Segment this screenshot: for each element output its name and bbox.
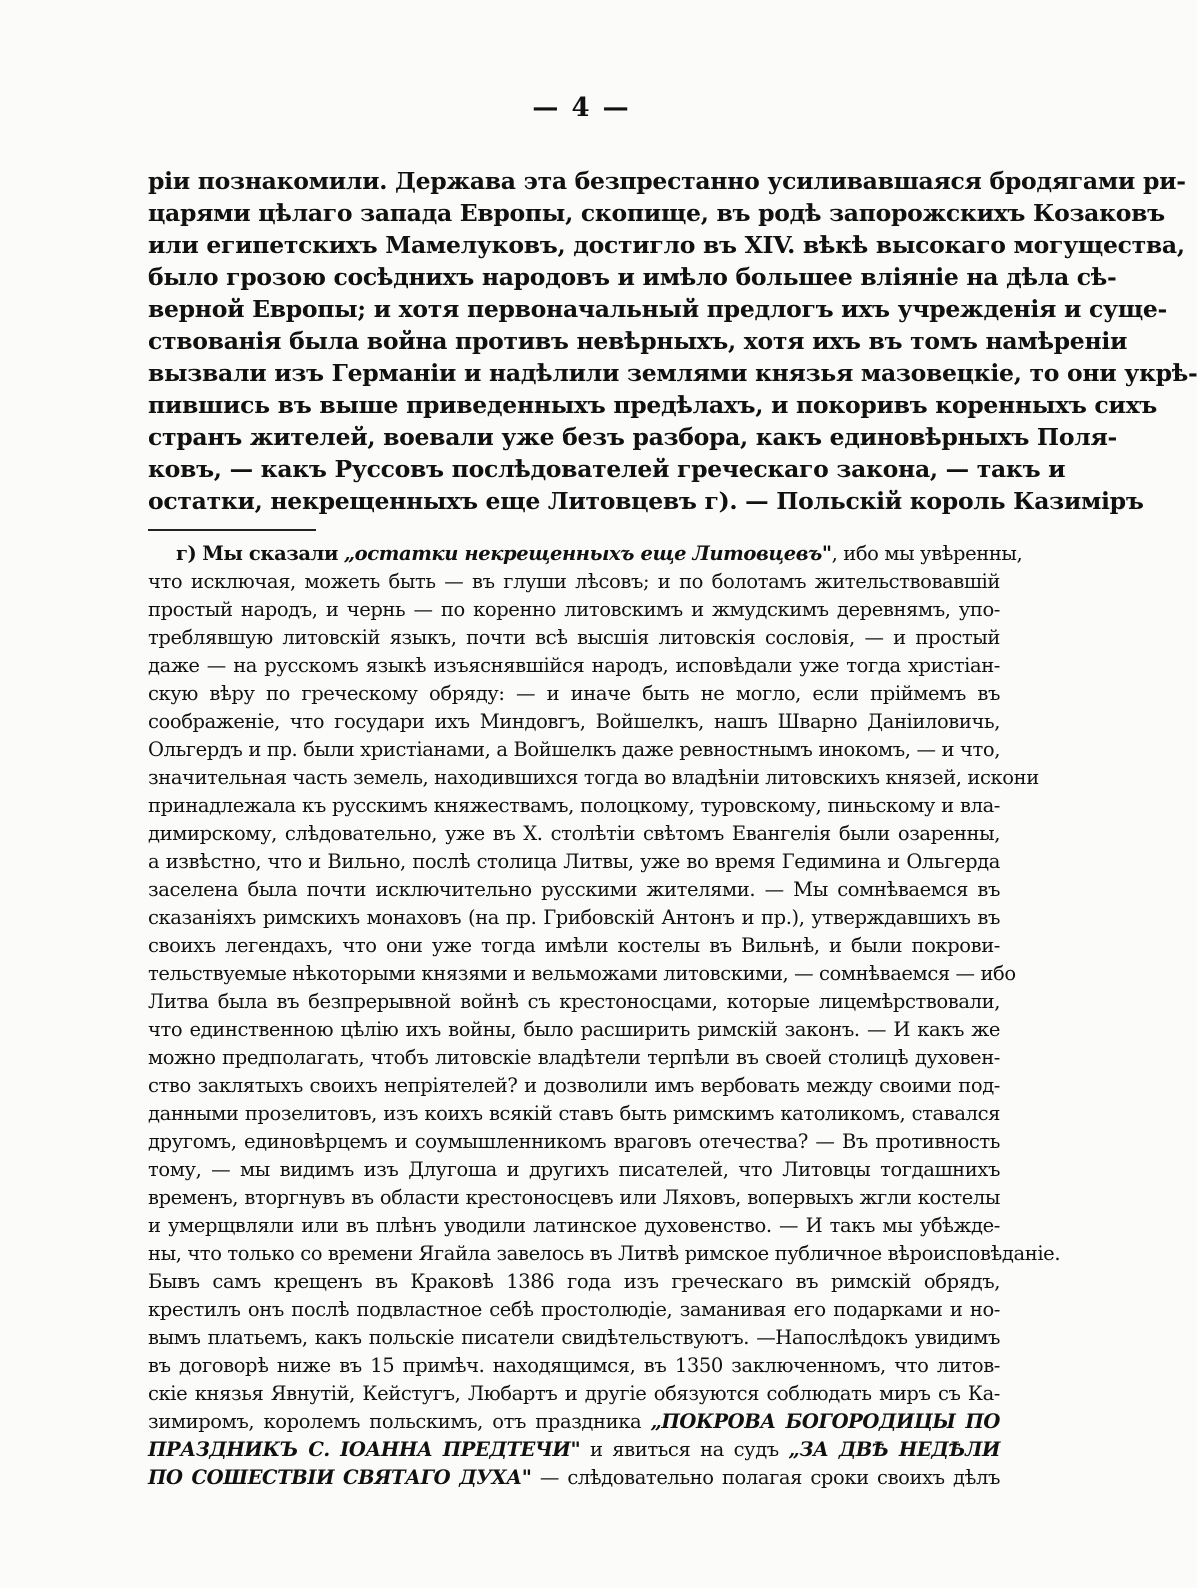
text-line: пившись въ выше приведенныхъ предѣлахъ, и покоривъ коренныхъ сихъ xyxy=(148,391,1158,419)
footnote-line-mixed xyxy=(148,1408,1000,1436)
footnote-line: скую вѣру по греческому обряду: — и иначе быть не могло, если пріймемъ въ xyxy=(148,682,1000,705)
footnote-mid-text: и явиться на судъ xyxy=(589,1438,779,1461)
footnote-quote-feast-cont: ПРАЗДНИКЪ С. ІОАННА ПРЕДТЕЧИ" xyxy=(148,1438,581,1461)
footnote-line: тому, — мы видимъ изъ Длугоша и другихъ писателей, что Литовцы тогдашнихъ xyxy=(148,1158,1000,1181)
footnote-line: ство заклятыхъ своихъ непріятелей? и дозволили имъ вербовать между своими под- xyxy=(148,1074,1000,1097)
footnote-line: вымъ платьемъ, какъ польскіе писатели свидѣтельствуютъ. —Напослѣдокъ увидимъ xyxy=(148,1326,1000,1349)
footnote-line: даже — на русскомъ языкѣ изъяснявшійся народъ, исповѣдали уже тогда христіан- xyxy=(148,654,1000,677)
footnote-line: Ольгердъ и пр. были христіанами, а Войшелкъ даже ревностнымъ инокомъ, — и что, xyxy=(148,738,1000,761)
footnote-line-mixed xyxy=(148,1436,1000,1464)
footnote-line-mixed xyxy=(148,1464,1000,1492)
text-line: ковъ, — какъ Руссовъ послѣдователей греческаго закона, — такъ и xyxy=(148,455,1066,483)
text-line: было грозою сосѣднихъ народовъ и имѣло большее вліяніе на дѣла сѣ- xyxy=(148,263,1117,291)
text-line: остатки, некрещенныхъ еще Литовцевъ г). — Польскій король Казиміръ xyxy=(148,487,1144,515)
footnote-separator xyxy=(148,529,316,531)
page-number: — 4 — xyxy=(532,93,631,123)
footnote-line: скіе князья Явнутій, Кейстугъ, Любартъ и другіе обязуются соблюдать миръ съ Ка- xyxy=(148,1382,1000,1405)
footnote-line: данными прозелитовъ, изъ коихъ всякій ставъ быть римскимъ католикомъ, ставался xyxy=(148,1102,1000,1125)
footnote-line: соображеніе, что государи ихъ Миндовгъ, Войшелкъ, нашъ Шварно Даніиловичь, xyxy=(148,710,1000,733)
text-line: странъ жителей, воевали уже безъ разбора, какъ единовѣрныхъ Поля- xyxy=(148,423,1117,451)
footnote-line: Бывъ самъ крещенъ въ Краковѣ 1386 года изъ греческаго въ римскій обрядъ, xyxy=(148,1270,1000,1293)
footnote-line: въ договорѣ ниже въ 15 примѣч. находящимся, въ 1350 заключенномъ, что литов- xyxy=(148,1354,1000,1377)
footnote-quote: „остатки некрещенныхъ еще Литовцевъ" xyxy=(343,542,832,565)
text-line: ріи познакомили. Держава эта безпрестанно усиливавшаяся бродягами ри- xyxy=(148,167,1186,195)
footnote-line: другомъ, единовѣрцемъ и соумышленникомъ враговъ отечества? — Въ противность xyxy=(148,1130,1000,1153)
text-line: ствованія была война противъ невѣрныхъ, хотя ихъ въ томъ намѣреніи xyxy=(148,327,1128,355)
footnote-line: что единственною цѣлію ихъ войны, было расширить римскій законъ. — И какъ же xyxy=(148,1018,1000,1041)
footnote-marker: г) xyxy=(176,542,197,565)
footnote-line: ны, что только со времени Ягайла завелось въ Литвѣ римское публичное вѣроисповѣданіе. xyxy=(148,1242,1061,1265)
footnote-line: тельствуемые нѣкоторыми князями и вельможами литовскими, — сомнѣваемся — ибо xyxy=(148,962,1016,985)
footnote-line: временъ, вторгнувъ въ области крестоносцевъ или Ляховъ, вопервыхъ жгли костелы xyxy=(148,1186,1000,1209)
footnote-line: крестилъ онъ послѣ подвластное себѣ простолюдіе, заманивая его подарками и но- xyxy=(148,1298,1000,1321)
footnote-line: димирскому, слѣдовательно, уже въ X. столѣтіи свѣтомъ Евангелія были озаренны, xyxy=(148,822,1000,845)
footnote-quote-weeks-cont: ПО СОШЕСТВІИ СВЯТАГО ДУХА" xyxy=(148,1466,532,1489)
footnote-line: простый народъ, и чернь — по коренно литовскимъ и жмудскимъ деревнямъ, упо- xyxy=(148,598,1000,621)
footnote-line: и умерщвляли или въ плѣнъ уводили латинское духовенство. — И такъ мы убѣжде- xyxy=(148,1214,1000,1237)
footnote-line-text: зимиромъ, королемъ польскимъ, отъ праздника xyxy=(148,1410,642,1433)
footnote-line: что исключая, можеть быть — въ глуши лѣсовъ; и по болотамъ жительствовавшій xyxy=(148,570,1000,593)
text-line: вызвали изъ Германіи и надѣлили землями князья мазовецкіе, то они укрѣ- xyxy=(148,359,1197,387)
footnote-line: своихъ легендахъ, что они уже тогда имѣли костелы въ Вильнѣ, и были покрови- xyxy=(148,934,1000,957)
footnote-line: треблявшую литовскій языкъ, почти всѣ высшія литовскія сословія, — и простый xyxy=(148,626,1000,649)
text-line: или египетскихъ Мамелуковъ, достигло въ XIV. вѣкѣ высокаго могущества, xyxy=(148,231,1185,259)
footnote-line: принадлежала къ русскимъ княжествамъ, полоцкому, туровскому, пиньскому и вла- xyxy=(148,794,1000,817)
footnote-first-rest: , ибо мы увѣренны, xyxy=(831,542,1023,565)
footnote-line: а извѣстно, что и Вильно, послѣ столица Литвы, уже во время Гедимина и Ольгерда xyxy=(148,850,1000,873)
footnote-intro: Мы сказали xyxy=(202,542,339,565)
text-line: царями цѣлаго запада Европы, скопище, въ родѣ запорожскихъ Козаковъ xyxy=(148,199,1165,227)
footnote-first-line xyxy=(148,540,1023,568)
footnote-tail-text: — слѣдовательно полагая сроки своихъ дѣлъ xyxy=(539,1466,1000,1489)
footnote-line: заселена была почти исключительно русскими жителями. — Мы сомнѣваемся въ xyxy=(148,878,1000,901)
text-line: верной Европы; и хотя первоначальный предлогъ ихъ учрежденія и суще- xyxy=(148,295,1167,323)
footnote-line: Литва была въ безпрерывной войнѣ съ крестоносцами, которые лицемѣрствовали, xyxy=(148,990,1000,1013)
footnote-line: значительная часть земель, находившихся тогда во владѣніи литовскихъ князей, искони xyxy=(148,766,1039,789)
footnote-quote-weeks: „ЗА ДВѢ НЕДѢЛИ xyxy=(788,1438,1000,1461)
footnote-line: сказаніяхъ римскихъ монаховъ (на пр. Грибовскій Антонъ и пр.), утверждавшихъ въ xyxy=(148,906,1000,929)
footnote-quote-feast: „ПОКРОВА БОГОРОДИЦЫ ПО xyxy=(650,1410,1000,1433)
footnote-line: можно предполагать, чтобъ литовскіе владѣтели терпѣли въ своей столицѣ духовен- xyxy=(148,1046,1000,1069)
